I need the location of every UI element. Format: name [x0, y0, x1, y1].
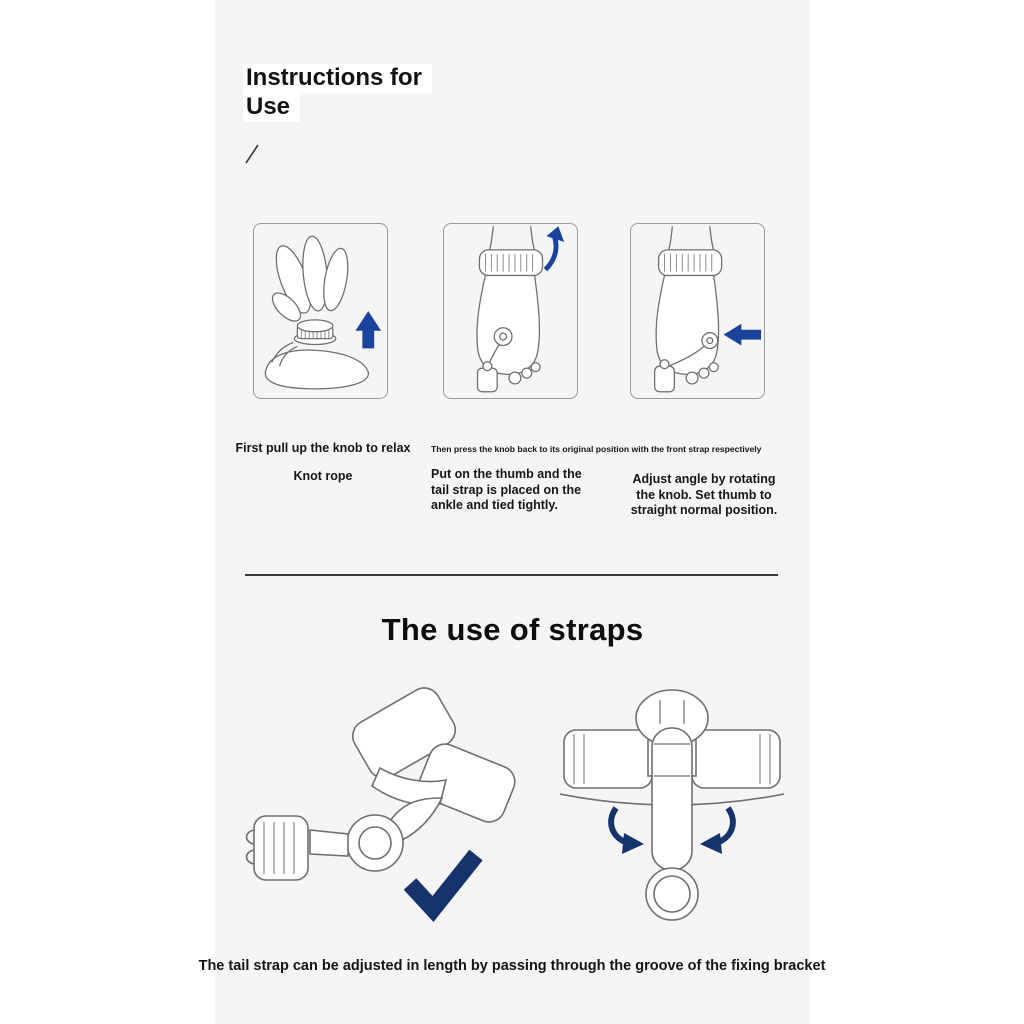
step2-illustration-thumb-strap: [444, 224, 577, 398]
title-line-1: Instructions for: [243, 64, 432, 93]
step2-panel: [443, 223, 578, 399]
section-divider: [245, 574, 778, 576]
step3-illustration-adjust-knob: [631, 224, 764, 398]
curved-up-arrow-icon: [545, 226, 564, 269]
step2-caption-body: Put on the thumb and the tail strap is placed on the ankle and tied tightly.: [431, 467, 582, 512]
title-line-2: Use: [243, 93, 300, 122]
page-title: [243, 64, 432, 122]
left-arrow-icon: [724, 324, 761, 346]
step1-illustration-pull-knob: [254, 224, 387, 398]
up-arrow-icon: [355, 311, 381, 348]
content-panel: [215, 0, 810, 1024]
slash-mark-icon: [243, 143, 261, 165]
step3-caption-body: Adjust angle by rotating the knob. Set thumb to straight normal position.: [630, 472, 778, 517]
step2-caption-header: Then press the knob back to its original position with the front strap respectively: [431, 444, 762, 454]
step1-caption-line2: Knot rope: [293, 469, 353, 483]
checkmark-icon: [410, 855, 476, 909]
straps-section-title: The use of straps: [381, 612, 644, 647]
step3-panel: [630, 223, 765, 399]
strap-perspective-illustration: [230, 658, 530, 943]
strap-top-view-illustration: [560, 672, 795, 942]
step1-panel: [253, 223, 388, 399]
step1-caption-line1: First pull up the knob to relax: [235, 441, 411, 455]
straps-footer-caption: The tail strap can be adjusted in length by passing through the groove of the fixing bracket: [198, 958, 826, 974]
